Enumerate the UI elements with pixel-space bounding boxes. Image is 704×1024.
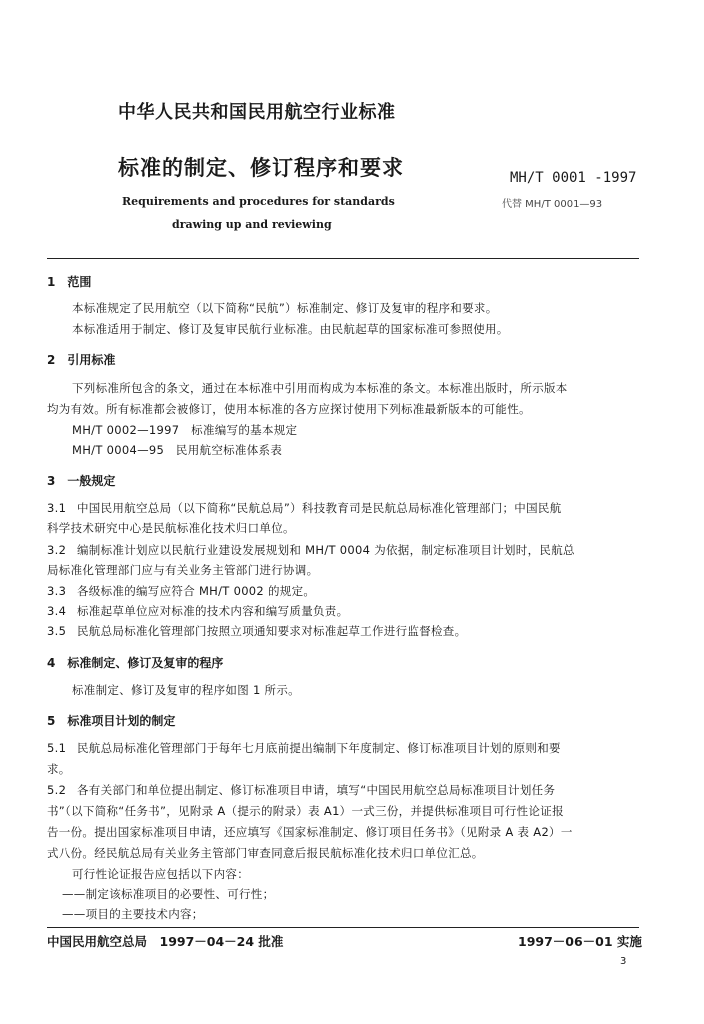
clause-number: 3.1 [47,501,67,515]
clause-5-2-line-4: 式八份。经民航总局有关业务主管部门审查同意后报民航标准化技术归口单位汇总。 [47,846,484,860]
clause-text: 中国民用航空总局（以下简称“民航总局”）科技教育司是民航总局标准化管理部门；中国民航 [77,501,562,515]
implementation-date: 1997－06－01 实施 [518,934,642,949]
clause-number: 5.2 [47,783,67,797]
footer-divider [47,927,639,928]
clause-3-4 [47,603,348,619]
section-2-para-line-2: 均为有效。所有标准都会被修订，使用本标准的各方应探讨使用下列标准最新版本的可能性。 [47,402,531,416]
clause-text: 民航总局标准化管理部门于每年七月底前提出编制下年度制定、修订标准项目计划的原则和要 [77,741,561,755]
clause-number: 5.1 [47,741,67,755]
standard-number: MH/T 0001 -1997 [510,170,637,186]
clause-3-3 [47,583,315,599]
reference-1: MH/T 0002—1997 标准编写的基本规定 [72,423,298,437]
section-3-heading: 3 一般规定 [47,474,116,488]
clause-3-5 [47,623,466,639]
clause-text: 民航总局标准化管理部门按照立项通知要求对标准起草工作进行监督检查。 [77,624,467,638]
header-divider [47,258,639,259]
clause-3-1-line-2: 科学技术研究中心是民航标准化技术归口单位。 [47,521,295,535]
section-4-heading: 4 标准制定、修订及复审的程序 [47,656,224,670]
document-title: 标准的制定、修订程序和要求 [118,156,404,180]
issuing-organization: 中华人民共和国民用航空行业标准 [118,102,396,123]
page-number: 3 [620,956,627,967]
clause-number: 3.2 [47,543,67,557]
replaces-standard: 代替 MH/T 0001—93 [502,199,603,210]
section-2-heading: 2 引用标准 [47,353,116,367]
section-4-para: 标准制定、修订及复审的程序如图 1 所示。 [72,683,300,697]
clause-text: 各有关部门和单位提出制定、修订标准项目申请，填写“中国民用航空总局标准项目计划任务 [77,783,556,797]
dash-item-1: ——制定该标准项目的必要性、可行性； [62,887,275,901]
clause-number: 3.3 [47,584,67,598]
section-1-para-2: 本标准适用于制定、修订及复审民航行业标准。由民航起草的国家标准可参照使用。 [72,322,509,336]
approval-info: 中国民用航空总局 1997－04－24 批准 [47,934,284,949]
clause-text: 各级标准的编写应符合 MH/T 0002 的规定。 [77,584,316,598]
english-title-line-2: drawing up and reviewing [172,218,332,231]
section-1-para-1: 本标准规定了民用航空（以下简称“民航”）标准制定、修订及复审的程序和要求。 [72,301,498,315]
reference-2: MH/T 0004—95 民用航空标准体系表 [72,443,283,457]
clause-number: 3.4 [47,604,67,618]
section-1-heading: 1 范围 [47,275,92,289]
dash-item-2: ——项目的主要技术内容； [62,907,204,921]
clause-3-1-line-1 [47,500,562,516]
english-title-line-1: Requirements and procedures for standards [122,195,395,208]
clause-3-2-line-2: 局标准化管理部门应与有关业务主管部门进行协调。 [47,563,319,577]
clause-5-1-line-2: 求。 [47,762,71,776]
section-5-heading: 5 标准项目计划的制定 [47,714,176,728]
clause-5-2-line-1 [47,782,555,798]
clause-text: 编制标准计划应以民航行业建设发展规划和 MH/T 0004 为依据，制定标准项目计划时，民航总 [77,543,575,557]
clause-text: 标准起草单位应对标准的技术内容和编写质量负责。 [77,604,349,618]
clause-3-2-line-1 [47,542,575,558]
section-2-para-line-1: 下列标准所包含的条文，通过在本标准中引用而构成为本标准的条文。本标准出版时，所示版本 [72,381,568,395]
feasibility-report-intro: 可行性论证报告应包括以下内容： [72,867,249,881]
clause-5-2-line-2: 书”（以下简称“任务书”，见附录 A（提示的附录）表 A1）一式三份，并提供标准项目可行性论证报 [47,804,564,818]
clause-number: 3.5 [47,624,67,638]
clause-5-2-line-3: 告一份。提出国家标准项目申请，还应填写《国家标准制定、修订项目任务书》（见附录 A 表 A2）一 [47,825,573,839]
clause-5-1-line-1 [47,740,561,756]
